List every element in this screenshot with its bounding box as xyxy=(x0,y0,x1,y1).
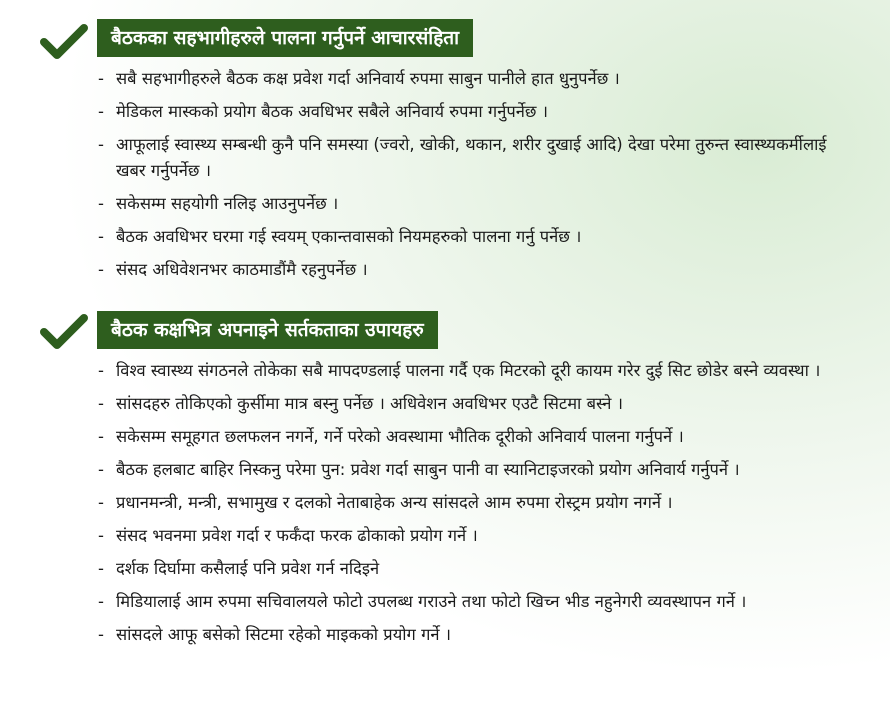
list-item: - विश्व स्वास्थ्य संगठनले तोकेका सबै मापदण्डलाई पालना गर्दै एक मिटरको दूरी कायम गरेर दुई सिट छोडेर बस्ने व्यवस्था । xyxy=(98,358,838,384)
list-item: - सबै सहभागीहरुले बैठक कक्ष प्रवेश गर्दा अनिवार्य रुपमा साबुन पानीले हात धुनुपर्नेछ । xyxy=(98,66,838,92)
list-item: - प्रधानमन्त्री, मन्त्री, सभामुख र दलको नेताबाहेक अन्य सांसदले आम रुपमा रोस्ट्रम प्रयोग नगर्ने । xyxy=(98,490,838,516)
list-item: - संसद भवनमा प्रवेश गर्दा र फर्कँदा फरक ढोकाको प्रयोग गर्ने । xyxy=(98,523,838,549)
list-item: - बैठक अवधिभर घरमा गई स्वयम् एकान्तवासको नियमहरुको पालना गर्नु पर्नेछ । xyxy=(98,224,838,250)
section-title: बैठकका सहभागीहरुले पालना गर्नुपर्ने आचारसंहिता xyxy=(97,19,473,57)
list-item: - मेडिकल मास्कको प्रयोग बैठक अवधिभर सबैले अनिवार्य रुपमा गर्नुपर्नेछ । xyxy=(98,99,838,125)
precautions-list xyxy=(98,358,838,655)
list-item: - मिडियालाई आम रुपमा सचिवालयले फोटो उपलब्ध गराउने तथा फोटो खिच्न भीड नहुनेगरी व्यवस्थापन गर्ने । xyxy=(98,589,838,615)
list-item: - बैठक हलबाट बाहिर निस्कनु परेमा पुन: प्रवेश गर्दा साबुन पानी वा स्यानिटाइजरको प्रयोग अनिवार्य गर्नुपर्ने । xyxy=(98,457,838,483)
checkmark-icon xyxy=(40,312,88,352)
list-item: - आफूलाई स्वास्थ्य सम्बन्धी कुनै पनि समस्या (ज्वरो, खोकी, थकान, शरीर दुखाई आदि) देखा परेमा तुरुन्त स्वास्थ्यकर्मीलाई खबर गर्नुपर्नेछ । xyxy=(98,132,838,184)
list-item: - संसद अधिवेशनभर काठमाडौंमै रहनुपर्नेछ । xyxy=(98,257,838,283)
list-item: - सांसदहरु तोकिएको कुर्सीमा मात्र बस्नु पर्नेछ । अधिवेशन अवधिभर एउटै सिटमा बस्ने । xyxy=(98,391,838,417)
list-item: - दर्शक दिर्घामा कसैलाई पनि प्रवेश गर्न नदिइने xyxy=(98,556,838,582)
list-item: - सकेसम्म सहयोगी नलिइ आउनुपर्नेछ । xyxy=(98,191,838,217)
checkmark-icon xyxy=(40,22,88,62)
conduct-list xyxy=(98,66,838,290)
list-item: - सकेसम्म समूहगत छलफलन नगर्ने, गर्ने परेको अवस्थामा भौतिक दूरीको अनिवार्य पालना गर्नुपर्ने । xyxy=(98,424,838,450)
section-title: बैठक कक्षभित्र अपनाइने सर्तकताका उपायहरु xyxy=(97,311,438,349)
list-item: - सांसदले आफू बसेको सिटमा रहेको माइकको प्रयोग गर्ने । xyxy=(98,622,838,648)
